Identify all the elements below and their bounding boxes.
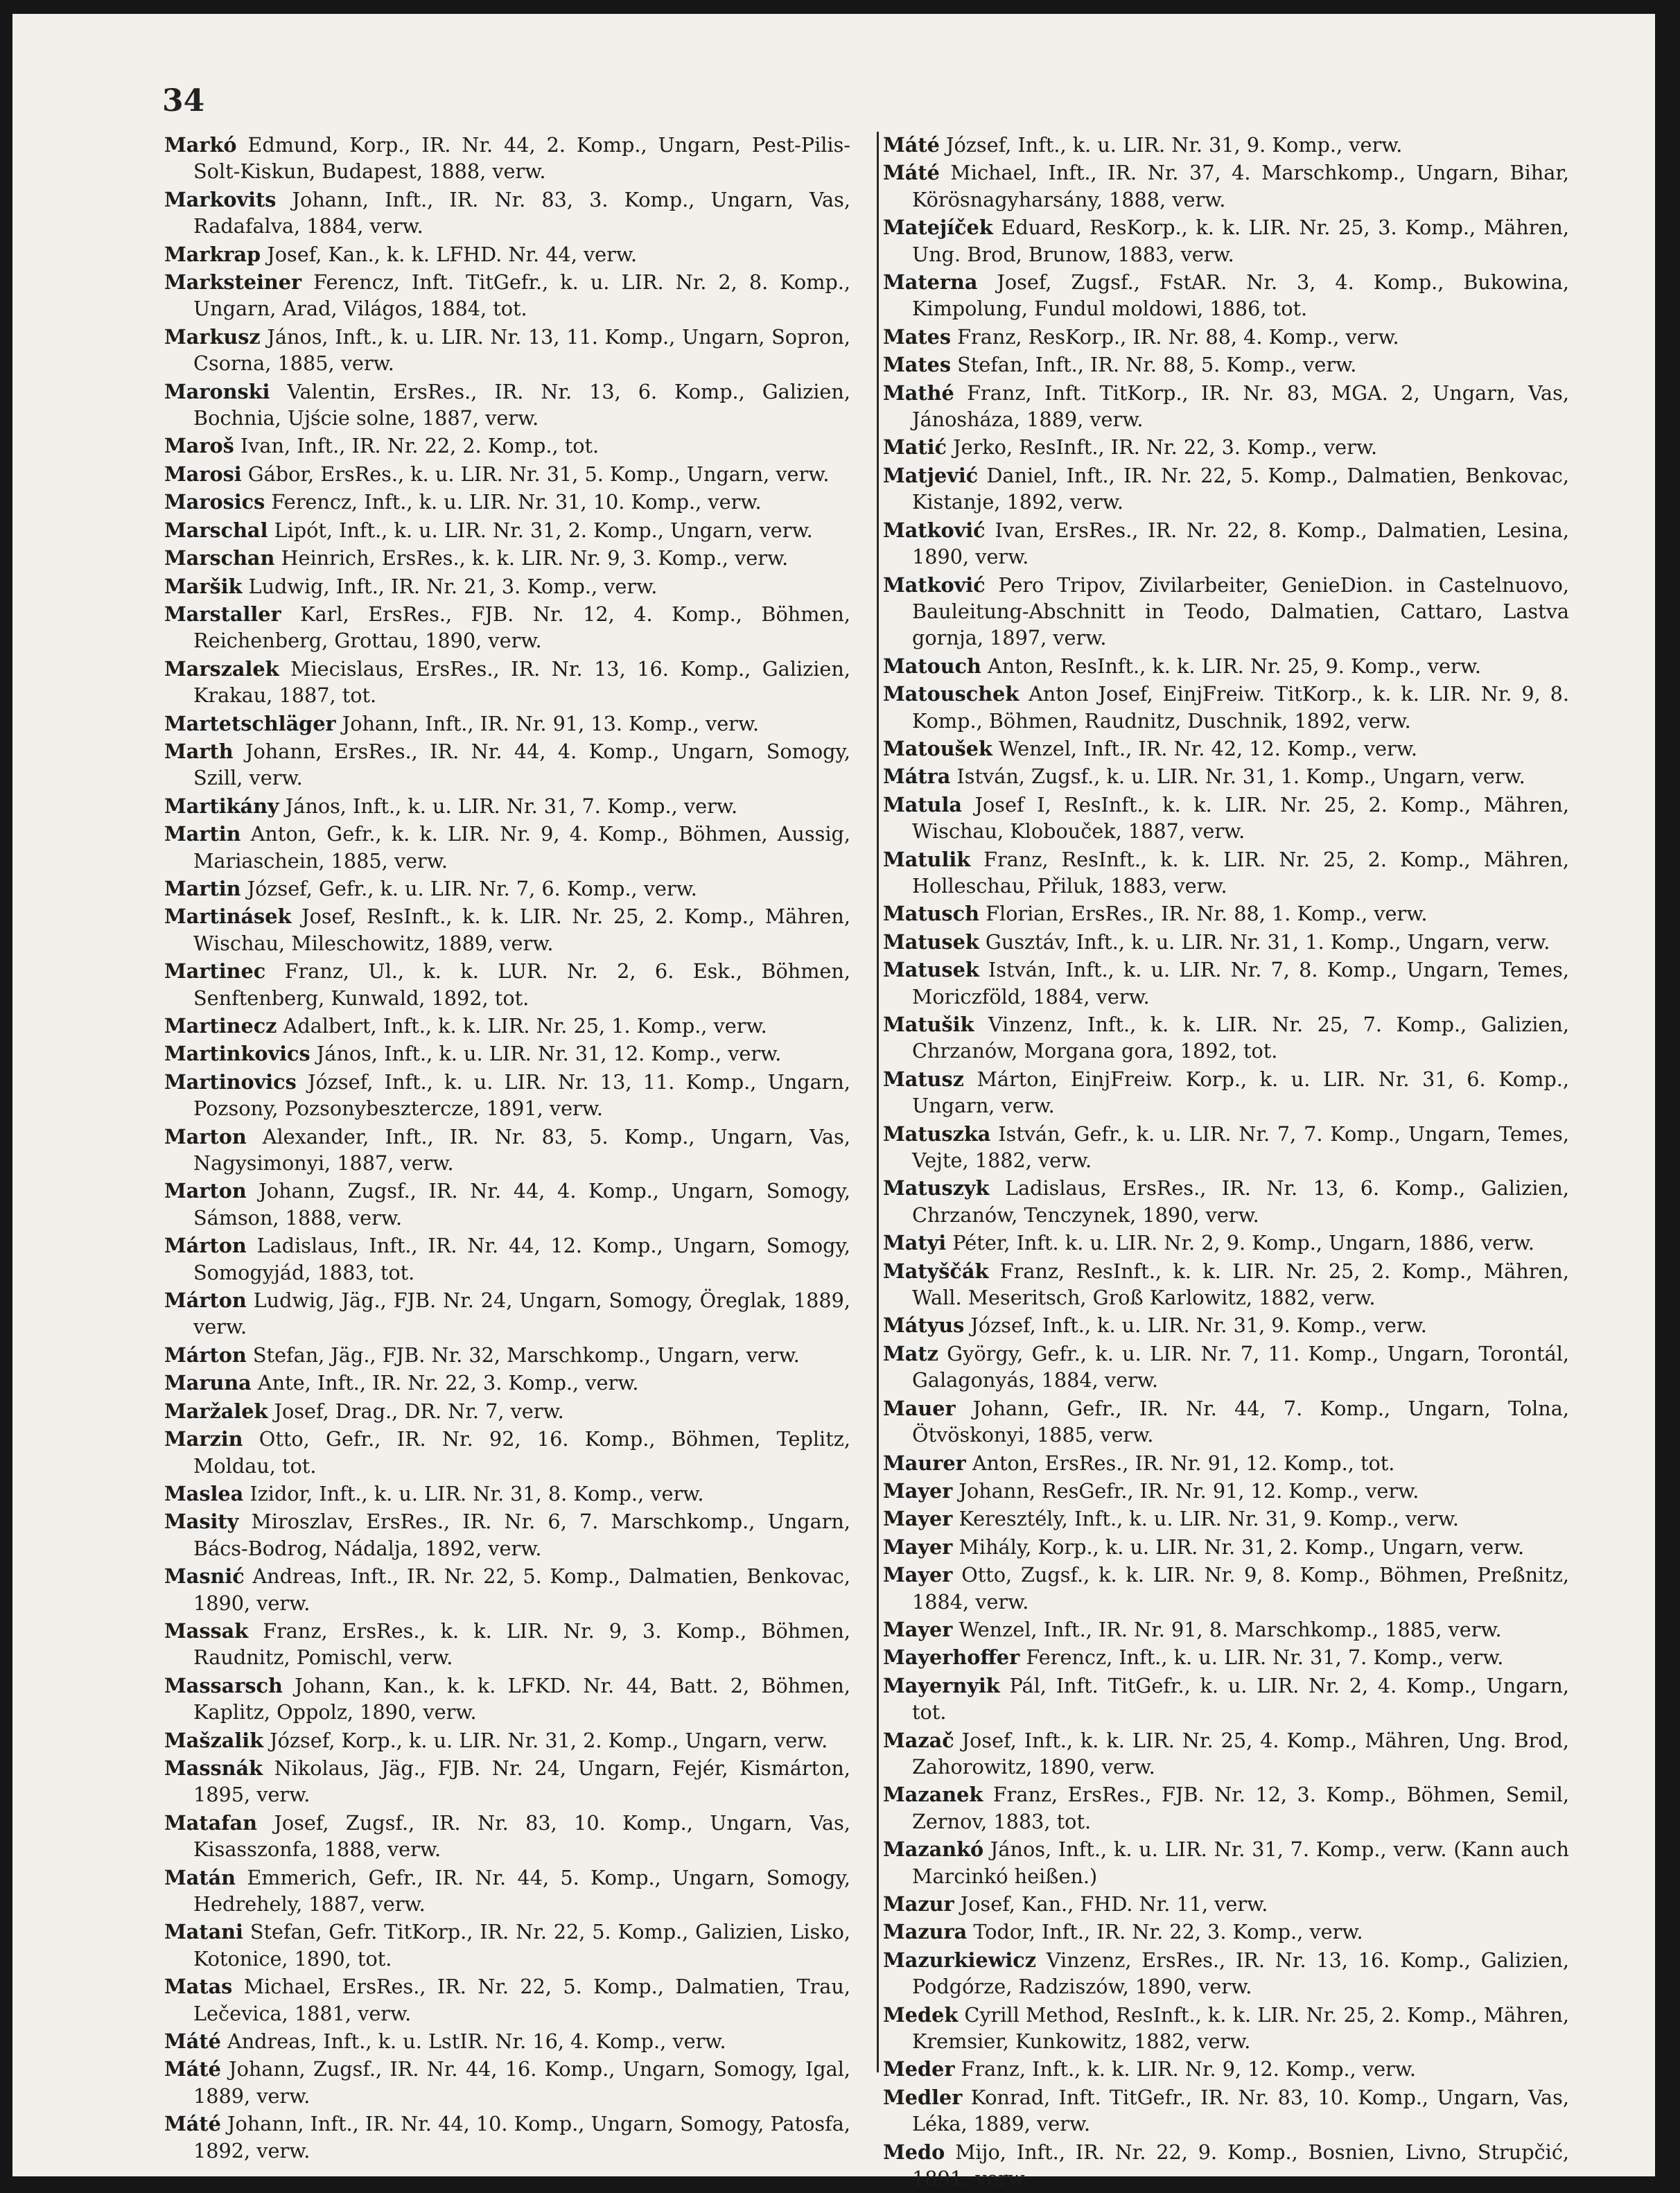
- entry-surname: Maroš: [164, 434, 234, 458]
- entry-surname: Matuszyk: [883, 1176, 990, 1200]
- entry-surname: Marszalek: [164, 656, 279, 681]
- list-item: [164, 875, 850, 902]
- entry-surname: Matz: [883, 1341, 938, 1365]
- list-item: [164, 903, 850, 956]
- list-item: [883, 2002, 1569, 2055]
- list-item: [164, 241, 850, 268]
- list-item: [164, 958, 850, 1011]
- entry-details: Otto, Gefr., IR. Nr. 92, 16. Komp., Böhmen, Teplitz, Moldau, tot.: [193, 1427, 850, 1478]
- list-item: [883, 380, 1569, 433]
- entry-details: Gábor, ErsRes., k. u. LIR. Nr. 31, 5. Komp., Ungarn, verw.: [247, 462, 830, 486]
- list-item: [164, 517, 850, 543]
- entry-details: János, Inft., k. u. LIR. Nr. 31, 12. Komp., verw.: [316, 1042, 782, 1066]
- entry-details: Johann, Inft., IR. Nr. 83, 3. Komp., Ungarn, Vas, Radafalva, 1884, verw.: [193, 187, 850, 238]
- entry-details: Josef, Kan., FHD. Nr. 11, verw.: [960, 1892, 1268, 1916]
- entry-details: Stefan, Inft., IR. Nr. 88, 5. Komp., verw.: [957, 353, 1357, 377]
- entry-details: Miecislaus, ErsRes., IR. Nr. 13, 16. Komp., Galizien, Krakau, 1887, tot.: [193, 656, 851, 708]
- entry-surname: Mazur: [883, 1892, 954, 1916]
- entry-surname: Mazurkiewicz: [883, 1948, 1036, 1972]
- list-item: [883, 1947, 1569, 2000]
- list-item: [883, 1340, 1569, 1394]
- list-item: [164, 1973, 850, 2027]
- entry-details: Josef, Zugsf., IR. Nr. 83, 10. Komp., Ungarn, Vas, Kisasszonfa, 1888, verw.: [193, 1810, 851, 1862]
- entry-surname: Martetschläger: [164, 711, 336, 735]
- entry-surname: Marton: [164, 1124, 247, 1148]
- entry-surname: Matyščák: [883, 1259, 989, 1283]
- entry-surname: Matoušek: [883, 736, 992, 760]
- entry-surname: Matafan: [164, 1810, 257, 1835]
- entry-details: Valentin, ErsRes., IR. Nr. 13, 6. Komp., Galizien, Bochnia, Ujście solne, 1887, verw.: [193, 379, 850, 430]
- entry-surname: Mazura: [883, 1920, 968, 1944]
- list-item: [883, 1066, 1569, 1119]
- list-item: [164, 710, 850, 737]
- entry-surname: Marksteiner: [164, 270, 302, 295]
- entry-details: Johann, ResGefr., IR. Nr. 91, 12. Komp., verw.: [959, 1478, 1419, 1503]
- entry-surname: Márton: [164, 1343, 247, 1367]
- entry-details: Johann, Zugsf., IR. Nr. 44, 4. Komp., Ungarn, Somogy, Sámson, 1888, verw.: [193, 1179, 850, 1230]
- entry-details: János, Inft., k. u. LIR. Nr. 31, 7. Komp., verw.: [285, 794, 738, 818]
- list-item: [164, 1370, 850, 1396]
- entry-surname: Márton: [164, 1234, 247, 1258]
- entry-details: Miroszlav, ErsRes., IR. Nr. 6, 7. Marschkomp., Ungarn, Bács-Bodrog, Nádalja, 1892, verw.: [193, 1510, 851, 1560]
- entry-details: Gusztáv, Inft., k. u. LIR. Nr. 31, 1. Komp., Ungarn, verw.: [985, 929, 1550, 954]
- entry-surname: Mates: [883, 353, 951, 377]
- list-item: [164, 601, 850, 654]
- entry-surname: Marstaller: [164, 602, 281, 626]
- entry-details: Adalbert, Inft., k. k. LIR. Nr. 25, 1. Komp., verw.: [283, 1014, 767, 1038]
- entry-details: Anton Josef, EinjFreiw. TitKorp., k. k. LIR. Nr. 9, 8. Komp., Böhmen, Raudnitz, Duschnik, 1892, verw.: [912, 682, 1569, 733]
- entry-surname: Matković: [883, 518, 986, 542]
- entry-surname: Masnić: [164, 1564, 245, 1589]
- entry-surname: Mazanek: [883, 1783, 983, 1807]
- entry-surname: Matulik: [883, 847, 971, 871]
- entry-details: Ferencz, Inft., k. u. LIR. Nr. 31, 10. Komp., verw.: [271, 490, 762, 514]
- entry-details: Stefan, Gefr. TitKorp., IR. Nr. 22, 5. Komp., Galizien, Lisko, Kotonice, 1890, tot.: [193, 1920, 850, 1971]
- entry-details: József, Gefr., k. u. LIR. Nr. 7, 6. Komp., verw.: [247, 876, 697, 900]
- column-divider: [877, 132, 879, 2072]
- page-number: 34: [162, 83, 205, 119]
- list-item: [164, 1755, 850, 1808]
- list-item: [883, 1672, 1569, 1726]
- entry-details: Edmund, Korp., IR. Nr. 44, 2. Komp., Ungarn, Pest-Pilis-Solt-Kiskun, Budapest, 1888, verw.: [193, 133, 851, 184]
- list-item: [164, 324, 850, 377]
- list-item: [883, 929, 1569, 955]
- entry-surname: Matejíček: [883, 216, 993, 240]
- list-item: [164, 186, 850, 240]
- entry-surname: Mayer: [883, 1478, 953, 1503]
- entry-surname: Matas: [164, 1975, 233, 1999]
- entry-surname: Martinovics: [164, 1069, 297, 1094]
- list-item: [164, 1508, 850, 1562]
- entry-details: Cyrill Method, ResInft., k. k. LIR. Nr. 25, 2. Komp., Mähren, Kremsier, Kunkowitz, 1882, verw.: [912, 2002, 1569, 2054]
- entry-surname: Markovits: [164, 187, 277, 211]
- entry-details: Florian, ErsRes., IR. Nr. 88, 1. Komp., verw.: [986, 902, 1428, 926]
- list-item: [164, 1563, 850, 1616]
- entry-details: Andreas, Inft., k. u. LstIR. Nr. 16, 4. Komp., verw.: [227, 2029, 726, 2054]
- entry-details: Anton, Gefr., k. k. LIR. Nr. 9, 4. Komp., Böhmen, Aussig, Mariaschein, 1885, verw.: [193, 822, 850, 873]
- list-item: [883, 1258, 1569, 1311]
- list-item: [883, 1727, 1569, 1781]
- list-item: [883, 1562, 1569, 1615]
- list-item: [164, 2111, 850, 2164]
- entry-surname: Matković: [883, 573, 986, 597]
- entry-details: Keresztély, Inft., k. u. LIR. Nr. 31, 9. Komp., verw.: [959, 1507, 1460, 1531]
- list-item: [883, 1175, 1569, 1228]
- list-item: [164, 1810, 850, 1863]
- entry-details: Johann, ErsRes., IR. Nr. 44, 4. Komp., Ungarn, Somogy, Szill, verw.: [193, 739, 850, 790]
- entry-surname: Matán: [164, 1865, 236, 1889]
- entry-details: József, Inft., k. u. LIR. Nr. 13, 11. Komp., Ungarn, Pozsony, Pozsonybeszterczе, 1891, verw.: [193, 1069, 850, 1121]
- entry-details: Ladislaus, Inft., IR. Nr. 44, 12. Komp., Ungarn, Somogy, Somogyjád, 1883, tot.: [193, 1234, 850, 1284]
- list-item: [883, 351, 1569, 378]
- entry-surname: Matouschek: [883, 682, 1020, 706]
- list-item: [883, 792, 1569, 845]
- list-item: [883, 763, 1569, 789]
- entry-surname: Marton: [164, 1179, 247, 1203]
- list-item: [883, 1505, 1569, 1532]
- entry-surname: Martin: [164, 876, 241, 900]
- entry-surname: Markó: [164, 133, 237, 157]
- entry-surname: Martin: [164, 822, 241, 846]
- entry-details: György, Gefr., k. u. LIR. Nr. 7, 11. Komp., Ungarn, Torontál, Galagonyás, 1884, verw.: [912, 1341, 1569, 1392]
- entry-details: Pál, Inft. TitGefr., k. u. LIR. Nr. 2, 4. Komp., Ungarn, tot.: [912, 1673, 1569, 1724]
- entry-surname: Maržalek: [164, 1399, 268, 1423]
- entry-surname: Mazač: [883, 1728, 954, 1752]
- entry-surname: Máté: [883, 161, 940, 185]
- entry-surname: Marzin: [164, 1427, 243, 1451]
- list-item: [883, 214, 1569, 268]
- left-column: [164, 132, 850, 2165]
- entry-details: Emmerich, Gefr., IR. Nr. 44, 5. Komp., Ungarn, Somogy, Hedrehely, 1887, verw.: [193, 1865, 850, 1916]
- entry-details: Konrad, Inft. TitGefr., IR. Nr. 83, 10. Komp., Ungarn, Vas, Léka, 1889, verw.: [912, 2085, 1569, 2136]
- list-item: [883, 132, 1569, 158]
- entry-details: Franz, ResInft., k. k. LIR. Nr. 25, 2. Komp., Mähren, Wall. Meseritsch, Groß Karlowitz, 1882, verw.: [912, 1259, 1569, 1310]
- entry-details: Ludwig, Jäg., FJB. Nr. 24, Ungarn, Somogy, Öreglak, 1889, verw.: [193, 1288, 850, 1339]
- entry-details: Franz, Inft., k. k. LIR. Nr. 9, 12. Komp., verw.: [961, 2057, 1417, 2081]
- entry-surname: Marosics: [164, 490, 265, 514]
- entry-surname: Mátyus: [883, 1313, 965, 1338]
- entry-surname: Matusz: [883, 1067, 964, 1091]
- list-item: [164, 738, 850, 792]
- entry-surname: Mašzalik: [164, 1728, 264, 1752]
- entry-surname: Masity: [164, 1510, 239, 1534]
- list-item: [883, 1395, 1569, 1449]
- entry-surname: Meder: [883, 2057, 955, 2081]
- list-item: [883, 653, 1569, 679]
- list-item: [883, 1616, 1569, 1643]
- entry-details: Franz, ErsRes., k. k. LIR. Nr. 9, 3. Komp., Böhmen, Raudnitz, Pomischl, verw.: [193, 1618, 850, 1670]
- list-item: [164, 821, 850, 874]
- entry-details: Ante, Inft., IR. Nr. 22, 3. Komp., verw.: [257, 1371, 639, 1395]
- entry-surname: Maronski: [164, 379, 270, 403]
- list-item: [164, 1398, 850, 1424]
- entry-surname: Matusek: [883, 958, 979, 982]
- entry-surname: Marschal: [164, 518, 268, 542]
- list-item: [883, 1891, 1569, 1917]
- list-item: [164, 1672, 850, 1726]
- entry-details: Jerko, ResInft., IR. Nr. 22, 3. Komp., verw.: [953, 435, 1378, 460]
- list-item: [883, 956, 1569, 1010]
- entry-surname: Matusek: [883, 929, 979, 954]
- entry-surname: Matuszka: [883, 1121, 991, 1146]
- entry-details: Franz, Inft. TitKorp., IR. Nr. 83, MGA. 2, Ungarn, Vas, Jánosháza, 1889, verw.: [912, 381, 1569, 432]
- entry-details: Ladislaus, ErsRes., IR. Nr. 13, 6. Komp., Galizien, Chrzanów, Tenczynek, 1890, verw.: [912, 1176, 1569, 1227]
- list-item: [164, 1480, 850, 1507]
- list-item: [883, 572, 1569, 652]
- list-item: [883, 1121, 1569, 1174]
- entry-details: Anton, ErsRes., IR. Nr. 91, 12. Komp., tot.: [972, 1451, 1395, 1475]
- entry-surname: Marschan: [164, 546, 275, 570]
- list-item: [164, 1124, 850, 1177]
- entry-surname: Mayernyik: [883, 1673, 1000, 1697]
- list-item: [883, 1450, 1569, 1476]
- list-item: [164, 489, 850, 515]
- list-item: [164, 1342, 850, 1368]
- entry-details: Karl, ErsRes., FJB. Nr. 12, 4. Komp., Böhmen, Reichenberg, Grottau, 1890, verw.: [193, 602, 850, 653]
- right-column: [883, 132, 1569, 2193]
- entry-details: Daniel, Inft., IR. Nr. 22, 5. Komp., Dalmatien, Benkovac, Kistanje, 1892, verw.: [912, 463, 1569, 514]
- entry-surname: Mátra: [883, 765, 951, 789]
- entry-details: Josef, Drag., DR. Nr. 7, verw.: [274, 1399, 564, 1423]
- entry-details: Franz, Ul., k. k. LUR. Nr. 2, 6. Esk., Böhmen, Senftenberg, Kunwald, 1892, tot.: [193, 959, 850, 1010]
- list-item: [883, 681, 1569, 734]
- list-item: [164, 2028, 850, 2054]
- entry-surname: Mayer: [883, 1563, 953, 1587]
- entry-details: Ludwig, Inft., IR. Nr. 21, 3. Komp., verw.: [248, 574, 658, 598]
- entry-details: Heinrich, ErsRes., k. k. LIR. Nr. 9, 3. Komp., verw.: [281, 546, 789, 570]
- list-item: [164, 1040, 850, 1067]
- entry-surname: Markrap: [164, 242, 261, 266]
- list-item: [883, 1836, 1569, 1889]
- list-item: [164, 656, 850, 709]
- entry-surname: Maršik: [164, 574, 243, 598]
- entry-surname: Mayer: [883, 1617, 953, 1641]
- list-item: [164, 1618, 850, 1671]
- entry-surname: Massak: [164, 1618, 249, 1643]
- entry-details: Ivan, Inft., IR. Nr. 22, 2. Komp., tot.: [240, 434, 600, 458]
- list-item: [164, 793, 850, 819]
- entry-surname: Matani: [164, 1920, 243, 1944]
- entry-surname: Marosi: [164, 462, 242, 486]
- entry-surname: Marth: [164, 739, 234, 763]
- list-item: [164, 461, 850, 487]
- list-item: [164, 269, 850, 322]
- entry-details: Anton, ResInft., k. k. LIR. Nr. 25, 9. Komp., verw.: [988, 654, 1481, 678]
- list-item: [883, 462, 1569, 516]
- entry-details: Franz, ErsRes., FJB. Nr. 12, 3. Komp., Böhmen, Semil, Zernov, 1883, tot.: [912, 1783, 1569, 1833]
- list-item: [164, 1919, 850, 1972]
- list-item: [883, 2056, 1569, 2082]
- entry-details: István, Inft., k. u. LIR. Nr. 7, 8. Komp., Ungarn, Temes, Moriczföld, 1884, verw.: [912, 958, 1569, 1008]
- entry-details: Andreas, Inft., IR. Nr. 22, 5. Komp., Dalmatien, Benkovac, 1890, verw.: [193, 1564, 850, 1615]
- list-item: [164, 132, 850, 185]
- entry-surname: Matušik: [883, 1013, 974, 1036]
- entry-details: Franz, ResKorp., IR. Nr. 88, 4. Komp., verw.: [957, 324, 1399, 349]
- entry-surname: Martinásek: [164, 905, 292, 929]
- entry-details: Otto, Zugsf., k. k. LIR. Nr. 9, 8. Komp., Böhmen, Preßnitz, 1884, verw.: [912, 1563, 1569, 1614]
- entry-surname: Matyi: [883, 1231, 947, 1255]
- list-item: [883, 900, 1569, 927]
- list-item: [883, 1011, 1569, 1065]
- entry-details: Wenzel, Inft., IR. Nr. 91, 8. Marschkomp., 1885, verw.: [959, 1617, 1502, 1641]
- entry-details: Josef, ResInft., k. k. LIR. Nr. 25, 2. Komp., Mähren, Wischau, Mileschowitz, 1889, verw.: [193, 905, 850, 955]
- entry-details: József, Korp., k. u. LIR. Nr. 31, 2. Komp., Ungarn, verw.: [270, 1728, 828, 1752]
- list-item: [164, 378, 850, 432]
- list-item: [164, 1727, 850, 1754]
- entry-surname: Materna: [883, 270, 978, 295]
- entry-surname: Mayerhoffer: [883, 1645, 1020, 1670]
- entry-details: Márton, EinjFreiw. Korp., k. u. LIR. Nr. 31, 6. Komp., Ungarn, verw.: [912, 1067, 1569, 1118]
- entry-surname: Martikány: [164, 794, 279, 818]
- entry-details: János, Inft., k. u. LIR. Nr. 31, 7. Komp., verw. (Kann auch Marcinkó heißen.): [912, 1837, 1569, 1888]
- list-item: [883, 1644, 1569, 1670]
- list-item: [883, 1312, 1569, 1338]
- list-item: [883, 846, 1569, 900]
- entry-details: Johann, Inft., IR. Nr. 91, 13. Komp., verw.: [342, 711, 760, 735]
- entry-surname: Matula: [883, 792, 962, 816]
- entry-surname: Maurer: [883, 1451, 966, 1475]
- entry-details: Eduard, ResKorp., k. k. LIR. Nr. 25, 3. Komp., Mähren, Ung. Brod, Brunow, 1883, verw.: [912, 216, 1569, 266]
- entry-details: Izidor, Inft., k. u. LIR. Nr. 31, 8. Komp., verw.: [250, 1481, 704, 1505]
- entry-surname: Mates: [883, 324, 951, 349]
- entry-details: Péter, Inft. k. u. LIR. Nr. 2, 9. Komp., Ungarn, 1886, verw.: [952, 1231, 1535, 1255]
- entry-surname: Maruna: [164, 1371, 252, 1395]
- entry-details: Michael, Inft., IR. Nr. 37, 4. Marschkomp., Ungarn, Bihar, Körösnagyharsány, 1888, verw.: [912, 161, 1570, 211]
- entry-details: Josef I, ResInft., k. k. LIR. Nr. 25, 2. Komp., Mähren, Wischau, Klobouček, 1887, verw.: [912, 792, 1569, 844]
- list-item: [164, 433, 850, 459]
- entry-details: József, Inft., k. u. LIR. Nr. 31, 9. Komp., verw.: [970, 1313, 1427, 1338]
- entry-details: Wenzel, Inft., IR. Nr. 42, 12. Komp., verw.: [999, 736, 1417, 760]
- list-item: [164, 1069, 850, 1122]
- list-item: [164, 573, 850, 600]
- entry-surname: Massarsch: [164, 1673, 283, 1697]
- list-item: [883, 1534, 1569, 1560]
- entry-details: Johann, Kan., k. k. LFKD. Nr. 44, Batt. 2, Böhmen, Kaplitz, Oppolz, 1890, verw.: [193, 1673, 850, 1724]
- list-item: [883, 159, 1569, 213]
- entry-surname: Martinkovics: [164, 1042, 310, 1066]
- list-item: [164, 1426, 850, 1479]
- list-item: [164, 1013, 850, 1039]
- list-item: [883, 517, 1569, 570]
- entry-details: Josef, Zugsf., FstAR. Nr. 3, 4. Komp., Bukowina, Kimpolung, Fundul moldowi, 1886, tot.: [912, 270, 1569, 321]
- entry-surname: Martinecz: [164, 1014, 277, 1038]
- list-item: [164, 1232, 850, 1286]
- list-item: [164, 1287, 850, 1340]
- entry-surname: Mazankó: [883, 1837, 984, 1862]
- list-item: [883, 434, 1569, 460]
- entry-details: Nikolaus, Jäg., FJB. Nr. 24, Ungarn, Fejér, Kismárton, 1895, verw.: [193, 1756, 850, 1807]
- list-item: [164, 1178, 850, 1231]
- entry-surname: Medler: [883, 2085, 963, 2109]
- entry-surname: Máté: [164, 2029, 221, 2054]
- entry-details: Ivan, ErsRes., IR. Nr. 22, 8. Komp., Dalmatien, Lesina, 1890, verw.: [912, 518, 1569, 569]
- entry-surname: Matouch: [883, 654, 981, 678]
- entry-details: Mihály, Korp., k. u. LIR. Nr. 31, 2. Komp., Ungarn, verw.: [959, 1535, 1525, 1559]
- entry-surname: Martinec: [164, 959, 266, 984]
- list-item: [883, 1781, 1569, 1835]
- list-item: [164, 1864, 850, 1918]
- entry-surname: Maslea: [164, 1481, 244, 1505]
- list-item: [883, 2084, 1569, 2138]
- entry-details: István, Gefr., k. u. LIR. Nr. 7, 7. Komp., Ungarn, Temes, Vejte, 1882, verw.: [912, 1121, 1569, 1173]
- entry-details: Johann, Gefr., IR. Nr. 44, 7. Komp., Ungarn, Tolna, Ötvöskonyi, 1885, verw.: [912, 1396, 1569, 1447]
- list-item: [883, 1478, 1569, 1504]
- entry-details: Michael, ErsRes., IR. Nr. 22, 5. Komp., Dalmatien, Trau, Lečevica, 1881, verw.: [193, 1975, 850, 2025]
- entry-details: József, Inft., k. u. LIR. Nr. 31, 9. Komp., verw.: [945, 133, 1403, 157]
- entry-details: Vinzenz, Inft., k. k. LIR. Nr. 25, 7. Komp., Galizien, Chrzanów, Morgana gora, 1892, tot.: [912, 1013, 1569, 1063]
- entry-details: János, Inft., k. u. LIR. Nr. 13, 11. Komp., Ungarn, Sopron, Csorna, 1885, verw.: [193, 324, 850, 376]
- entry-details: Todor, Inft., IR. Nr. 22, 3. Komp., verw.: [973, 1920, 1363, 1944]
- list-item: [883, 1919, 1569, 1945]
- entry-surname: Máté: [164, 2112, 221, 2136]
- entry-surname: Matjević: [883, 463, 979, 487]
- entry-surname: Márton: [164, 1288, 247, 1313]
- entry-surname: Medek: [883, 2002, 959, 2027]
- entry-details: Ferencz, Inft., k. u. LIR. Nr. 31, 7. Komp., verw.: [1026, 1645, 1504, 1670]
- entry-details: István, Zugsf., k. u. LIR. Nr. 31, 1. Komp., Ungarn, verw.: [956, 765, 1525, 789]
- entry-surname: Máté: [164, 2057, 221, 2081]
- document-page: [12, 14, 1655, 2191]
- entry-surname: Matusch: [883, 902, 979, 926]
- entry-surname: Mayer: [883, 1507, 953, 1531]
- list-item: [883, 735, 1569, 762]
- entry-details: Franz, ResInft., k. k. LIR. Nr. 25, 2. Komp., Mähren, Holleschau, Přiluk, 1883, verw.: [912, 847, 1569, 898]
- entry-details: Josef, Kan., k. k. LFHD. Nr. 44, verw.: [267, 242, 638, 266]
- list-item: [883, 269, 1569, 322]
- list-item: [883, 324, 1569, 350]
- entry-details: Johann, Zugsf., IR. Nr. 44, 16. Komp., Ungarn, Somogy, Igal, 1889, verw.: [193, 2057, 850, 2108]
- entry-details: Vinzenz, ErsRes., IR. Nr. 13, 16. Komp., Galizien, Podgórze, Radziszów, 1890, verw.: [912, 1948, 1569, 1999]
- entry-details: Ferencz, Inft. TitGefr., k. u. LIR. Nr. 2, 8. Komp., Ungarn, Arad, Világos, 1884, tot.: [193, 270, 850, 321]
- entry-surname: Mathé: [883, 381, 954, 405]
- list-item: [883, 2139, 1569, 2192]
- entry-surname: Matić: [883, 435, 947, 460]
- entry-surname: Markusz: [164, 324, 261, 349]
- entry-details: Josef, Inft., k. k. LIR. Nr. 25, 4. Komp., Mähren, Ung. Brod, Zahorowitz, 1890, verw.: [912, 1728, 1569, 1779]
- entry-details: Pero Tripov, Zivilarbeiter, GenieDion. in Castelnuovo, Bauleitung-Abschnitt in Teodo, Dalmatien, Cattaro, Lastva gornja, 1897, verw.: [912, 573, 1569, 650]
- entry-details: Mijo, Inft., IR. Nr. 22, 9. Komp., Bosnien, Livno, Strupčić, 1891, verw.: [912, 2140, 1570, 2191]
- entry-details: Lipót, Inft., k. u. LIR. Nr. 31, 2. Komp., Ungarn, verw.: [274, 518, 813, 542]
- entry-details: Stefan, Jäg., FJB. Nr. 32, Marschkomp., Ungarn, verw.: [252, 1343, 800, 1367]
- entry-details: Johann, Inft., IR. Nr. 44, 10. Komp., Ungarn, Somogy, Patosfa, 1892, verw.: [193, 2112, 850, 2163]
- entry-details: Alexander, Inft., IR. Nr. 83, 5. Komp., Ungarn, Vas, Nagysimonyi, 1887, verw.: [193, 1124, 851, 1176]
- entry-surname: Medo: [883, 2140, 945, 2164]
- list-item: [883, 1230, 1569, 1256]
- entry-surname: Máté: [883, 133, 940, 157]
- entry-surname: Mauer: [883, 1396, 956, 1420]
- entry-surname: Massnák: [164, 1756, 263, 1780]
- list-item: [164, 2056, 850, 2109]
- entry-surname: Mayer: [883, 1535, 953, 1559]
- list-item: [164, 545, 850, 571]
